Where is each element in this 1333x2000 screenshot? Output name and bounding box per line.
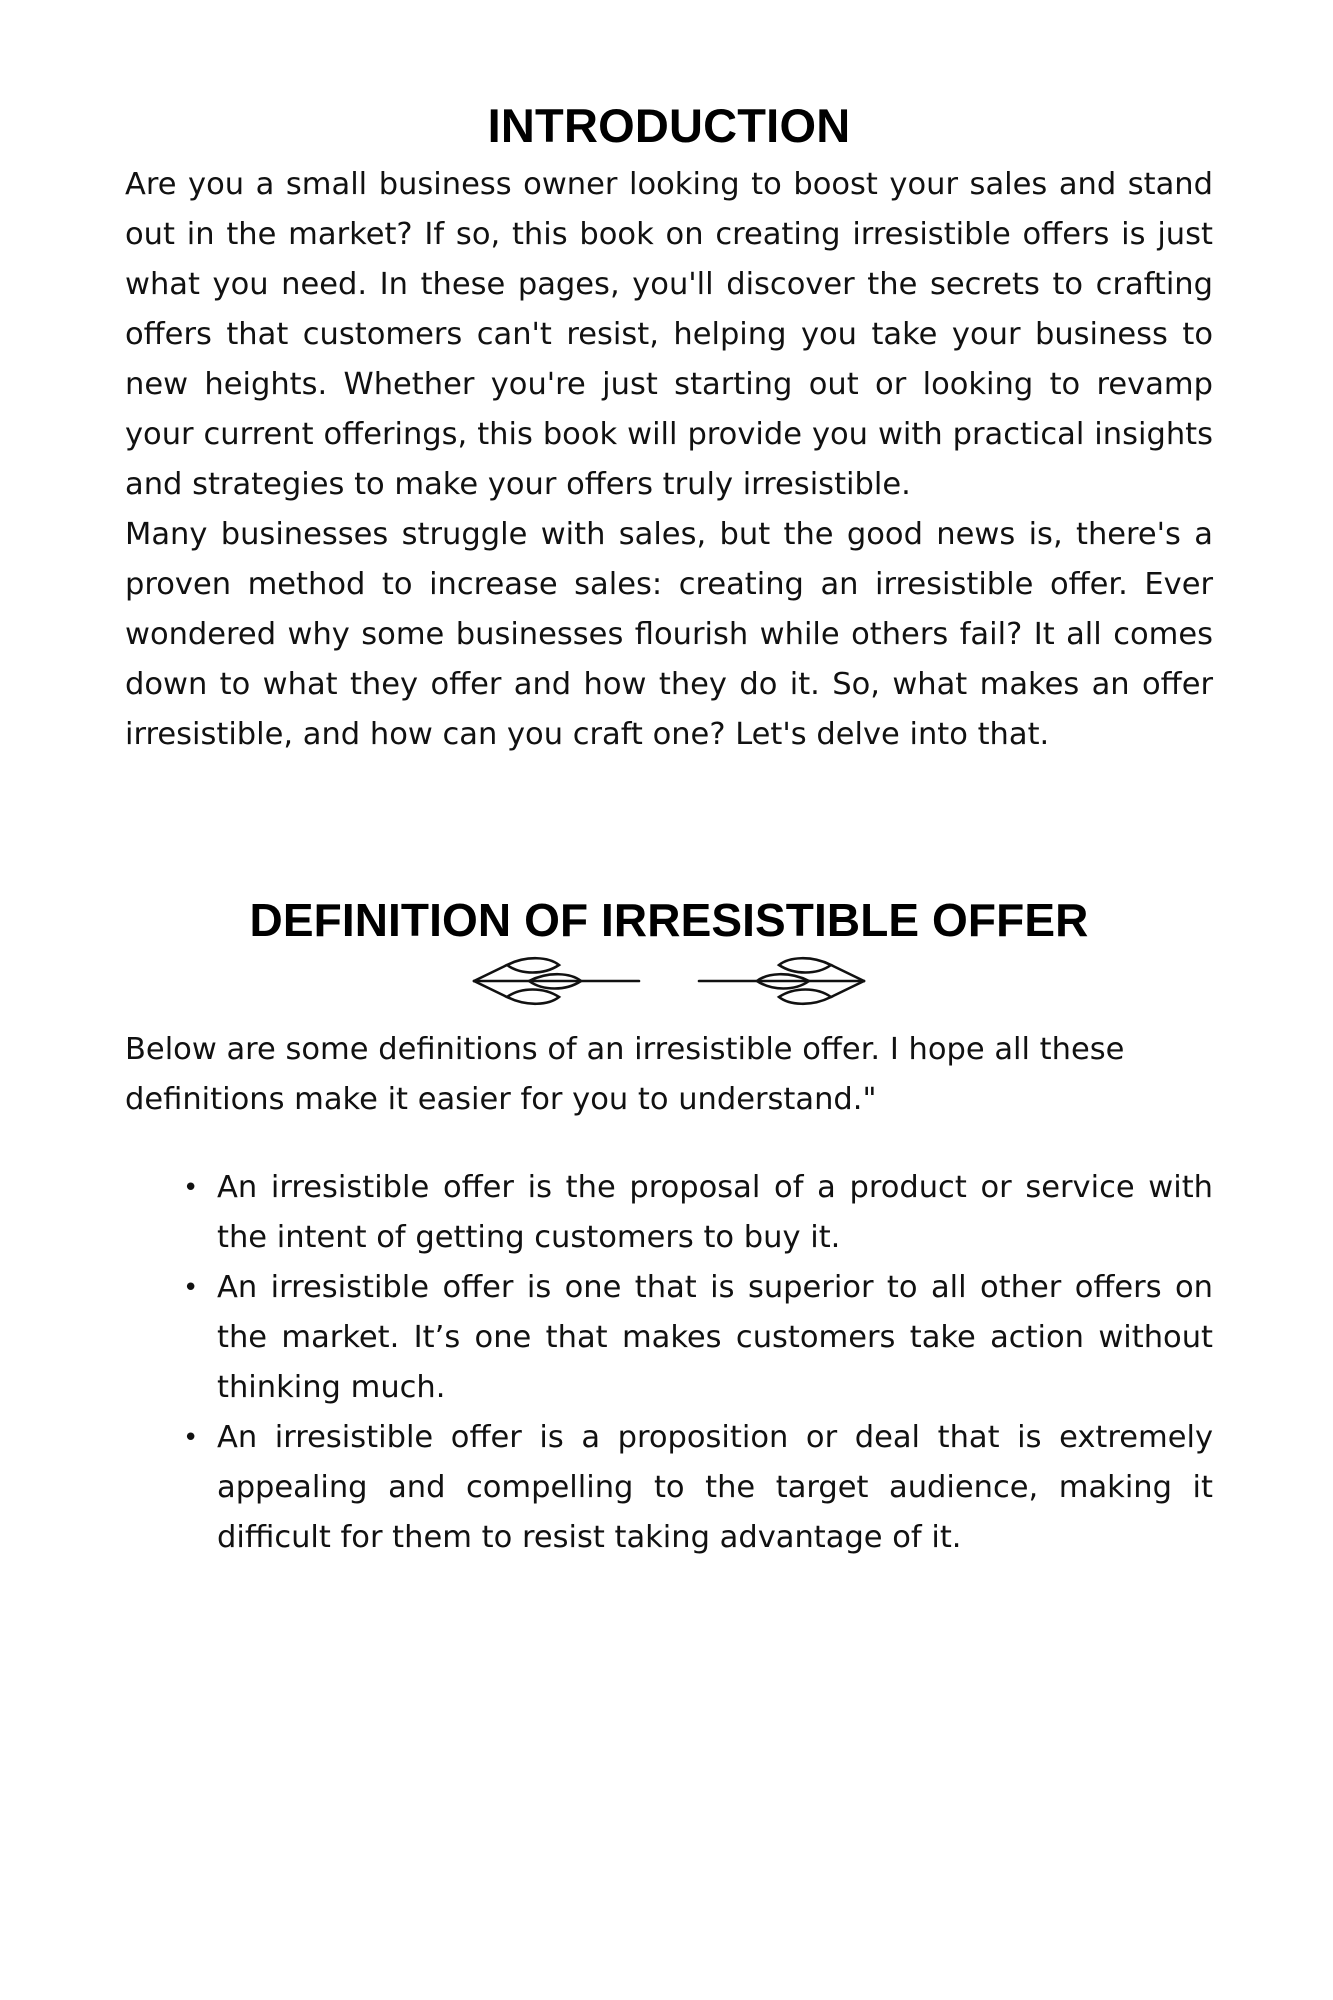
- list-item: • An irresistible offer is a proposition or deal that is extremely appealing and compelling to the target audience, making it difficult for them to resist taking advantage of it.: [183, 1413, 1213, 1563]
- introduction-paragraph-2: Many businesses struggle with sales, but the good news is, there's a proven method to increase sales: creating an irresistible offer. Ever wondered why some businesses flourish while others fail? It all comes down to what they offer and how they do it. So, what makes an offer irresistible, and how can you craft one? Let's delve into that.: [125, 516, 1213, 752]
- leaf-arrow-divider-icon: [399, 951, 939, 1011]
- definition-heading: DEFINITION OF IRRESISTIBLE OFFER: [249, 893, 1089, 946]
- introduction-section: [125, 100, 1213, 760]
- definition-section: [125, 895, 1213, 1564]
- leaf-arrow-divider: [125, 951, 1213, 1011]
- introduction-heading: INTRODUCTION: [487, 99, 851, 152]
- list-item: • An irresistible offer is one that is superior to all other offers on the market. It’s one that makes customers take action without thinking much.: [183, 1263, 1213, 1413]
- section-spacer: [125, 760, 1213, 895]
- definition-list: [125, 1163, 1213, 1563]
- list-item: • An irresistible offer is the proposal of a product or service with the intent of getting customers to buy it.: [183, 1163, 1213, 1263]
- definition-lead-paragraph: Below are some definitions of an irresistible offer. I hope all these definitions make it easier for you to understand.": [125, 1032, 1125, 1118]
- introduction-paragraph-1: Are you a small business owner looking to boost your sales and stand out in the market? If so, this book on creating irresistible offers is just what you need. In these pages, you'll discover the secrets to crafting offers that customers can't resist, helping you take your business to new heights. Whether you're just starting out or looking to revamp your current offerings, this book will provide you with practical insights and strategies to make your offers truly irresistible.: [125, 166, 1213, 502]
